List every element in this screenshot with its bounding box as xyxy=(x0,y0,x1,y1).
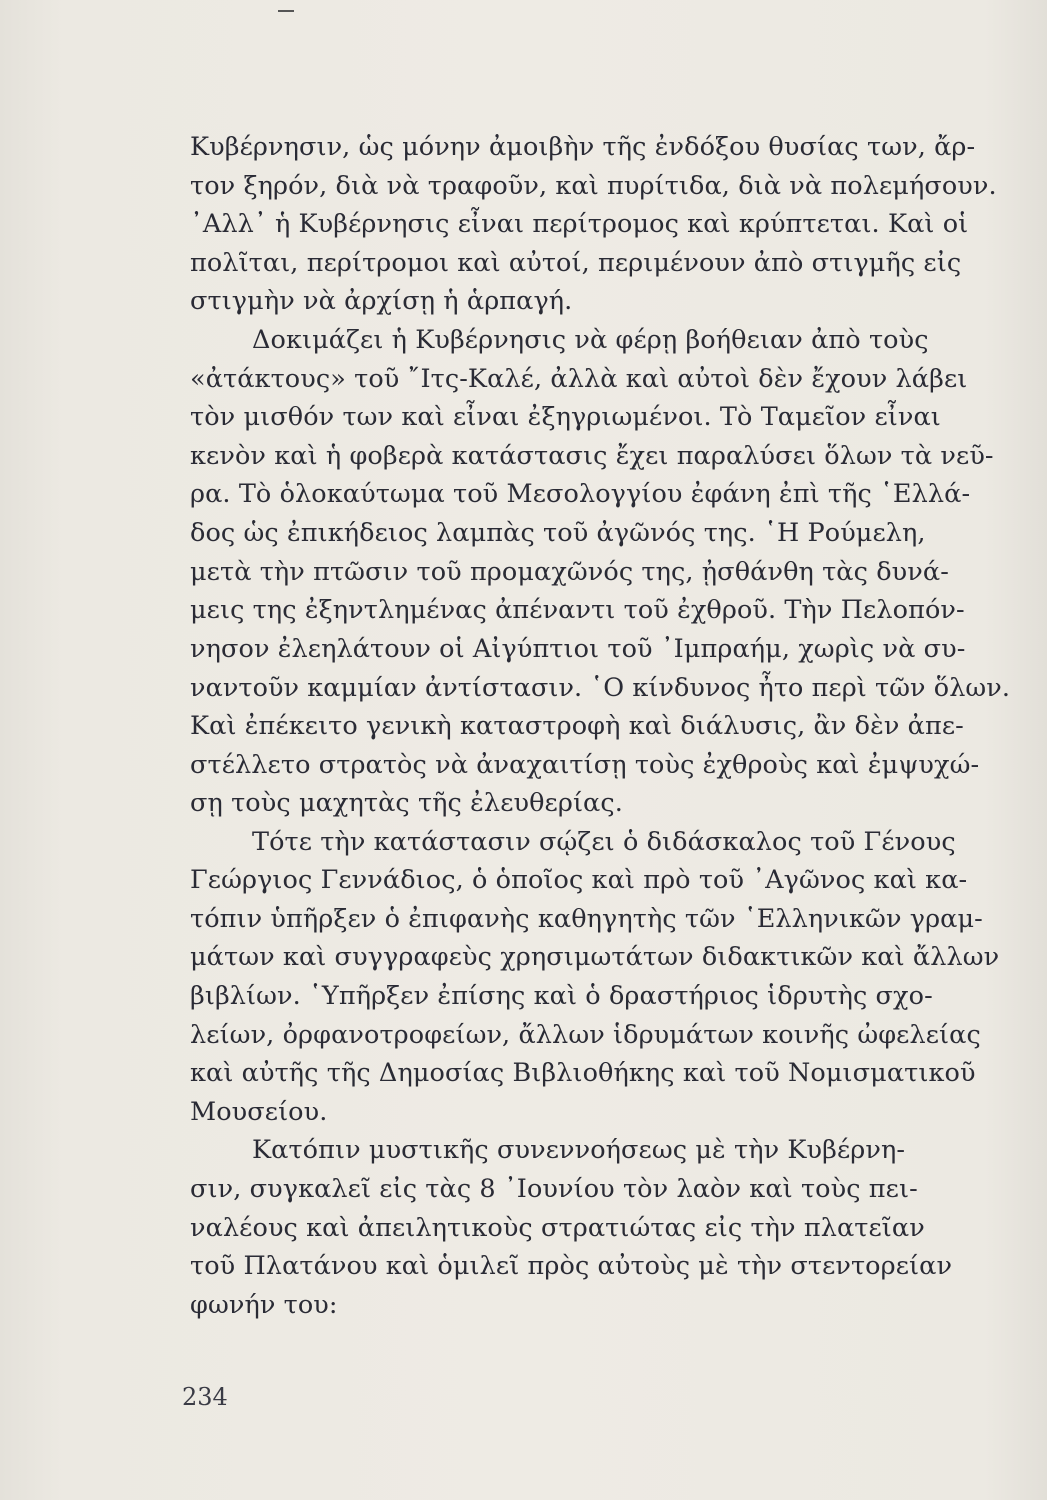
text-line: στιγμὴν νὰ ἀρχίσῃ ἡ ἁρπαγή. xyxy=(190,286,573,317)
text-line: Κυβέρνησιν, ὡς μόνην ἀμοιβὴν τῆς ἐνδόξου θυσίας των, ἄρ- xyxy=(190,132,976,162)
page-number: 234 xyxy=(182,1383,228,1411)
text-line: νησον ἐλεηλάτουν οἱ Αἰγύπτιοι τοῦ ᾿Ιμπραήμ, χωρὶς νὰ συ- xyxy=(190,633,966,664)
text-line: μετὰ τὴν πτῶσιν τοῦ προμαχῶνός της, ᾐσθάνθη τὰς δυνά- xyxy=(190,556,949,587)
text-line: τον ξηρόν, διὰ νὰ τραφοῦν, καὶ πυρίτιδα, διὰ νὰ πολεμήσουν. xyxy=(190,170,997,201)
text-line: Μουσείου. xyxy=(190,1096,328,1127)
text-line: ρα. Τὸ ὁλοκαύτωμα τοῦ Μεσολογγίου ἐφάνη ἐπὶ τῆς ῾Ελλά- xyxy=(190,479,971,510)
paragraph-start-line: Τότε τὴν κατάστασιν σῴζει ὁ διδάσκαλος τοῦ Γένους xyxy=(252,826,956,857)
text-line: τὸν μισθόν των καὶ εἶναι ἐξηγριωμένοι. Τὸ Ταμεῖον εἶναι xyxy=(190,402,941,433)
text-line: μεις της ἐξηντλημένας ἀπέναντι τοῦ ἐχθροῦ. Τὴν Πελοπόν- xyxy=(190,595,965,626)
text-line: λείων, ὀρφανοτροφείων, ἄλλων ἱδρυμάτων κοινῆς ὠφελείας xyxy=(190,1019,981,1050)
text-line: ᾿Αλλ᾿ ἡ Κυβέρνησις εἶναι περίτρομος καὶ κρύπτεται. Καὶ οἱ xyxy=(190,209,969,240)
text-line: σῃ τοὺς μαχητὰς τῆς ἐλευθερίας. xyxy=(190,788,623,819)
text-line: ναντοῦν καμμίαν ἀντίστασιν. ῾Ο κίνδυνος ἦτο περὶ τῶν ὅλων. xyxy=(190,672,1011,703)
text-line: μάτων καὶ συγγραφεὺς χρησιμωτάτων διδακτικῶν καὶ ἄλλων xyxy=(190,942,1000,973)
text-line: πολῖται, περίτρομοι καὶ αὐτοί, περιμένουν ἀπὸ στιγμῆς εἰς xyxy=(190,247,962,278)
body-text xyxy=(190,128,1010,1324)
paragraph-start-line: Κατόπιν μυστικῆς συνεννοήσεως μὲ τὴν Κυβέρνη- xyxy=(252,1135,906,1166)
text-line: Καὶ ἐπέκειτο γενικὴ καταστροφὴ καὶ διάλυσις, ἂν δὲν ἀπε- xyxy=(190,710,964,741)
paragraph-start-line: Δοκιμάζει ἡ Κυβέρνησις νὰ φέρῃ βοήθειαν ἀπὸ τοὺς xyxy=(252,324,929,355)
text-line: ναλέους καὶ ἀπειλητικοὺς στρατιώτας εἰς τὴν πλατεῖαν xyxy=(190,1212,925,1243)
text-line: σιν, συγκαλεῖ εἰς τὰς 8 ᾿Ιουνίου τὸν λαὸν καὶ τοὺς πει- xyxy=(190,1174,918,1205)
text-line: στέλλετο στρατὸς νὰ ἀναχαιτίσῃ τοὺς ἐχθροὺς καὶ ἐμψυχώ- xyxy=(190,749,980,780)
text-line: «ἀτάκτους» τοῦ ῎Ιτς-Καλέ, ἀλλὰ καὶ αὐτοὶ δὲν ἔχουν λάβει xyxy=(190,363,968,394)
text-line: βιβλίων. ῾Υπῆρξεν ἐπίσης καὶ ὁ δραστήριος ἱδρυτὴς σχο- xyxy=(190,981,933,1012)
top-dash-mark xyxy=(278,10,294,12)
text-line: Γεώργιος Γεννάδιος, ὁ ὁποῖος καὶ πρὸ τοῦ ᾿Αγῶνος καὶ κα- xyxy=(190,865,968,896)
text-line: τοῦ Πλατάνου καὶ ὁμιλεῖ πρὸς αὐτοὺς μὲ τὴν στεντορείαν xyxy=(190,1251,953,1282)
text-line: τόπιν ὑπῆρξεν ὁ ἐπιφανὴς καθηγητὴς τῶν ῾Ελληνικῶν γραμ- xyxy=(190,903,983,934)
text-line: φωνήν του: xyxy=(190,1289,338,1320)
text-line: καὶ αὐτῆς τῆς Δημοσίας Βιβλιοθήκης καὶ τοῦ Νομισματικοῦ xyxy=(190,1058,976,1089)
text-line: δος ὡς ἐπικήδειος λαμπὰς τοῦ ἀγῶνός της. ῾Η Ρούμελη, xyxy=(190,517,926,548)
text-line: κενὸν καὶ ἡ φοβερὰ κατάστασις ἔχει παραλύσει ὅλων τὰ νεῦ- xyxy=(190,440,994,471)
